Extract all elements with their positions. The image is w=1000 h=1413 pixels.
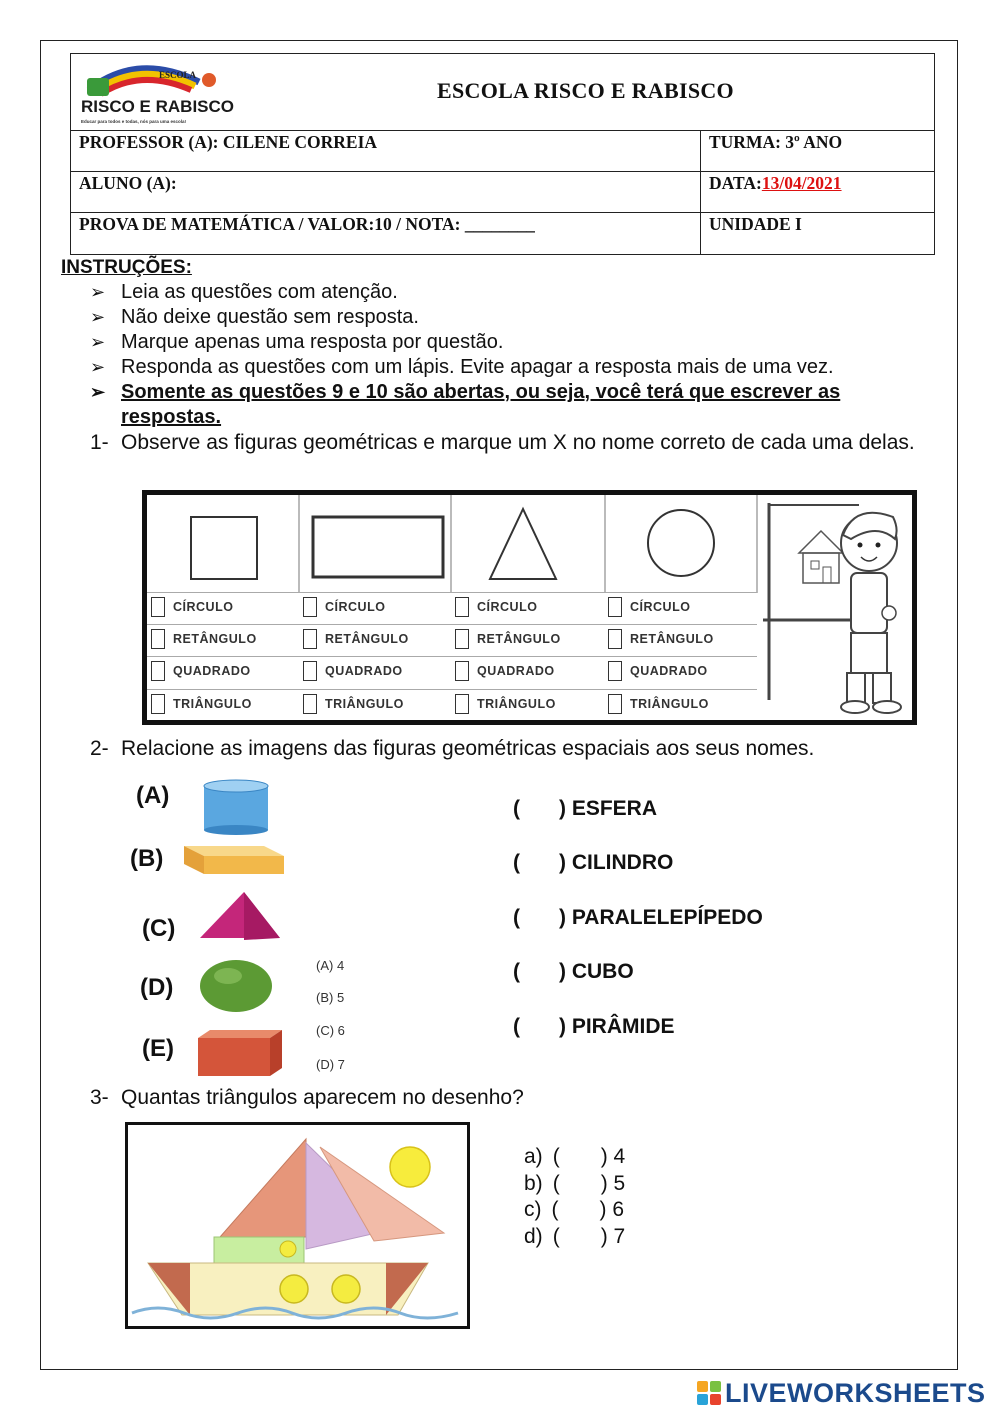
- q2-small-c: (C) 6: [316, 1023, 345, 1038]
- instruction-item: ➢ Não deixe questão sem resposta.: [90, 306, 419, 328]
- rectangle-icon: [313, 517, 443, 577]
- checkbox[interactable]: [608, 629, 622, 649]
- cone-icon: [200, 892, 280, 940]
- data-label: DATA:: [709, 173, 762, 193]
- arrow-bullet-icon: ➢: [90, 282, 106, 302]
- q1-col2-quadrado[interactable]: QUADRADO: [303, 658, 451, 685]
- professor-label: PROFESSOR (A): CILENE CORREIA: [79, 132, 378, 152]
- question-text: Observe as figuras geométricas e marque um X no nome correto de cada uma delas.: [121, 431, 915, 454]
- checkbox[interactable]: [303, 629, 317, 649]
- q1-col4-retangulo[interactable]: RETÂNGULO: [608, 626, 756, 653]
- checkbox[interactable]: [455, 629, 469, 649]
- header-top-row: [71, 54, 934, 131]
- q3-options: [524, 1144, 625, 1250]
- q3-option-a[interactable]: a) ( ) 4: [524, 1145, 626, 1168]
- checkbox[interactable]: [151, 597, 165, 617]
- logo-main-text: RISCO E RABISCO: [81, 97, 235, 116]
- checkbox[interactable]: [303, 597, 317, 617]
- arrow-bullet-icon: ➢: [90, 332, 106, 352]
- cube-icon: [198, 1030, 282, 1076]
- checkbox[interactable]: [608, 661, 622, 681]
- q1-col1-quadrado[interactable]: QUADRADO: [151, 658, 299, 685]
- instructions-title: INSTRUÇÕES:: [61, 257, 192, 278]
- sphere-icon: [200, 960, 272, 1012]
- instruction-item: ➢ Marque apenas uma resposta por questão.: [90, 331, 504, 353]
- q1-col3-circulo[interactable]: CÍRCULO: [455, 594, 603, 621]
- q1-col1-triangulo[interactable]: TRIÂNGULO: [151, 691, 299, 718]
- q3-option-c[interactable]: c) ( ) 6: [524, 1198, 625, 1221]
- q1-col3-retangulo[interactable]: RETÂNGULO: [455, 626, 603, 653]
- question-number: 1-: [90, 431, 109, 454]
- q1-col2-retangulo[interactable]: RETÂNGULO: [303, 626, 451, 653]
- q2-answer-piramide[interactable]: ( ) PIRÂMIDE: [513, 1015, 675, 1038]
- q1-figure-table: [142, 490, 917, 725]
- school-name: ESCOLA RISCO E RABISCO: [437, 78, 734, 103]
- checkbox[interactable]: [455, 694, 469, 714]
- q2-small-a: (A) 4: [316, 958, 345, 973]
- q2-label-e: (E): [142, 1035, 174, 1062]
- question-text: Quantas triângulos aparecem no desenho?: [121, 1086, 524, 1109]
- turma-label: TURMA: 3º ANO: [709, 132, 843, 152]
- q1-col2-circulo[interactable]: CÍRCULO: [303, 594, 451, 621]
- liveworksheets-icon: [697, 1381, 721, 1405]
- data-value: 13/04/2021: [761, 173, 842, 193]
- checkbox[interactable]: [455, 661, 469, 681]
- q2-small-b: (B) 5: [316, 990, 345, 1005]
- q2-solids: [180, 776, 300, 1086]
- boat-illustration: [128, 1125, 467, 1326]
- arrow-bullet-icon: ➢: [90, 357, 106, 377]
- data-field: [709, 173, 842, 194]
- cylinder-icon: [204, 780, 268, 835]
- checkbox[interactable]: [455, 597, 469, 617]
- triangle-icon: [490, 509, 556, 579]
- checkbox[interactable]: [608, 597, 622, 617]
- checkbox[interactable]: [151, 629, 165, 649]
- q3-option-b[interactable]: b) ( ) 5: [524, 1171, 626, 1195]
- checkbox[interactable]: [303, 694, 317, 714]
- q1-col4-circulo[interactable]: CÍRCULO: [608, 594, 756, 621]
- header-row-aluno: [71, 172, 934, 213]
- q1-col1-circulo[interactable]: CÍRCULO: [151, 594, 299, 621]
- liveworksheets-text: LIVEWORKSHEETS: [725, 1377, 986, 1408]
- q1-col3-quadrado[interactable]: QUADRADO: [455, 658, 603, 685]
- question-3: [90, 1084, 920, 1111]
- q2-label-d: (D): [140, 974, 174, 1001]
- checkbox[interactable]: [608, 694, 622, 714]
- header-row-professor: [71, 131, 934, 172]
- question-number: 2-: [90, 737, 109, 760]
- aluno-field[interactable]: ALUNO (A):: [79, 173, 177, 193]
- logo-top-text: ESCOLA: [159, 70, 197, 80]
- q1-col3-triangulo[interactable]: TRIÂNGULO: [455, 691, 603, 718]
- school-logo: [77, 56, 243, 128]
- sun-icon: [390, 1147, 430, 1187]
- q2-answer-esfera[interactable]: ( ) ESFERA: [513, 797, 658, 820]
- question-2: [90, 735, 920, 762]
- arrow-bullet-icon: ➢: [90, 307, 106, 327]
- arrow-bullet-icon: ➢: [90, 382, 106, 402]
- q1-shapes: [147, 495, 759, 593]
- instruction-item: ➢ Leia as questões com atenção.: [90, 281, 398, 303]
- q2-answer-cilindro[interactable]: ( ) CILINDRO: [513, 851, 674, 874]
- q2-label-a: (A): [136, 782, 170, 809]
- q2-label-b: (B): [130, 845, 164, 872]
- child-board-illustration: [759, 495, 914, 721]
- q1-col1-retangulo[interactable]: RETÂNGULO: [151, 626, 299, 653]
- q1-col4-triangulo[interactable]: TRIÂNGULO: [608, 691, 756, 718]
- q1-col2-triangulo[interactable]: TRIÂNGULO: [303, 691, 451, 718]
- square-icon: [191, 517, 257, 579]
- q1-col4-quadrado[interactable]: QUADRADO: [608, 658, 756, 685]
- q2-label-c: (C): [142, 915, 176, 942]
- unidade-label: UNIDADE I: [709, 214, 802, 234]
- liveworksheets-logo[interactable]: [697, 1378, 986, 1408]
- instruction-emphasis: ➢ Somente as questões 9 e 10 são abertas, ou seja, você terá que escrever as respostas.: [90, 381, 841, 428]
- checkbox[interactable]: [303, 661, 317, 681]
- q2-small-d: (D) 7: [316, 1057, 345, 1072]
- prova-label: PROVA DE MATEMÁTICA / VALOR:10 / NOTA: ________: [79, 214, 535, 234]
- checkbox[interactable]: [151, 694, 165, 714]
- parallelepiped-icon: [184, 846, 284, 874]
- question-text: Relacione as imagens das figuras geométricas espaciais aos seus nomes.: [121, 737, 815, 760]
- question-1: [90, 429, 920, 456]
- q1-options-grid: [147, 592, 757, 722]
- q2-answer-paralelepipedo[interactable]: ( ) PARALELEPÍPEDO: [513, 906, 763, 929]
- header-row-prova: [71, 213, 934, 254]
- q3-boat-figure: [125, 1122, 470, 1329]
- instruction-item: ➢ Responda as questões com um lápis. Evite apagar a resposta mais de uma vez.: [90, 356, 834, 378]
- header-table: [70, 53, 935, 255]
- logo-motto-text: Educar para todos e todas, nós para uma escola!: [81, 119, 187, 124]
- instructions-list: [90, 280, 920, 430]
- q2-answer-cubo[interactable]: ( ) CUBO: [513, 960, 634, 983]
- circle-icon: [648, 510, 714, 576]
- question-number: 3-: [90, 1086, 109, 1109]
- q3-option-d[interactable]: d) ( ) 7: [524, 1224, 626, 1248]
- checkbox[interactable]: [151, 661, 165, 681]
